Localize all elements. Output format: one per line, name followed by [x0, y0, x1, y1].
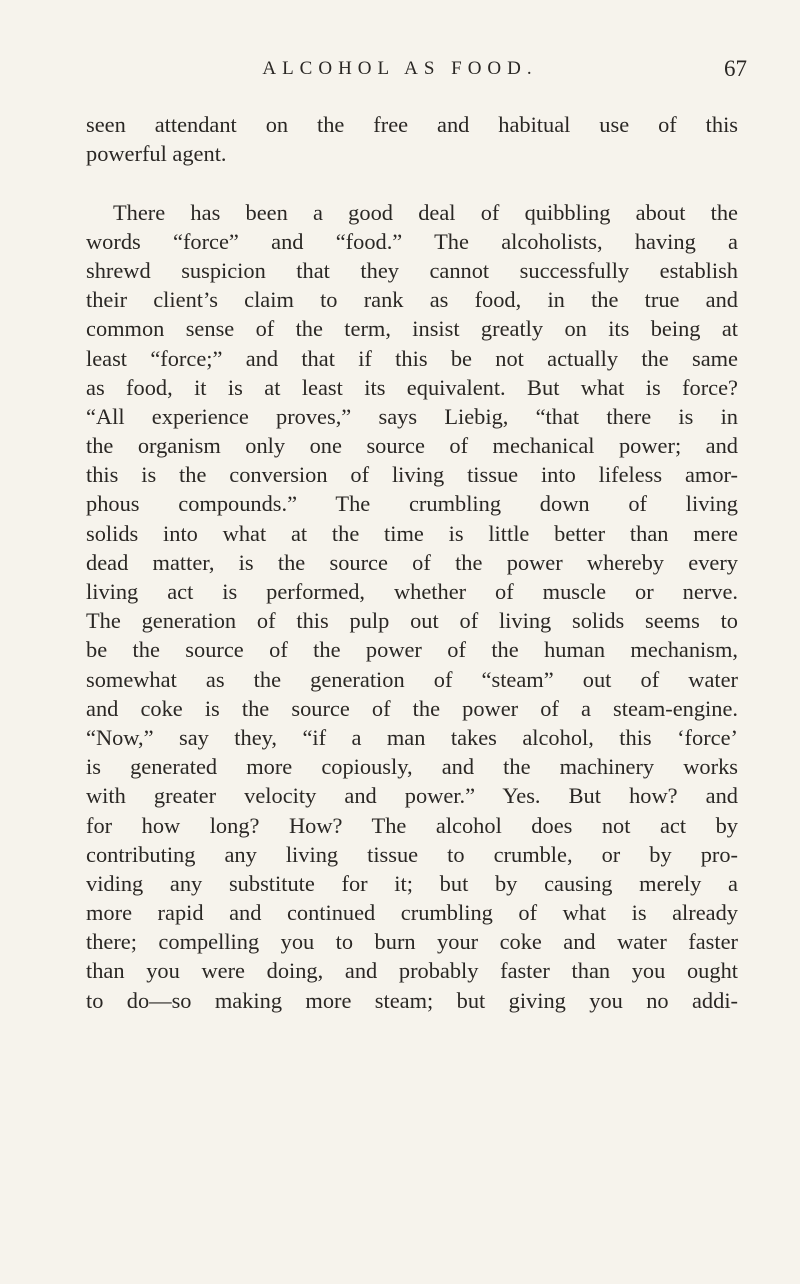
text-line: their client’s claim to rank as food, in the true and [86, 287, 738, 313]
text-line: phous compounds.” The crumbling down of living [86, 491, 738, 517]
text-line: to do—so making more steam; but giving you no addi- [86, 987, 738, 1013]
text-line: be the source of the power of the human mechanism, [86, 637, 738, 663]
paragraph-1 [86, 110, 738, 168]
text-line: “Now,” say they, “if a man takes alcohol, this ‘force’ [86, 724, 738, 750]
text-line: words “force” and “food.” The alcoholists, having a [86, 228, 738, 254]
text-line: and coke is the source of the power of a steam-engine. [86, 695, 738, 721]
text-line: there; compelling you to burn your coke and water faster [86, 929, 738, 955]
text-line: as food, it is at least its equivalent. But what is force? [86, 374, 738, 400]
text-line: is generated more copiously, and the machinery works [86, 754, 738, 780]
text-line: with greater velocity and power.” Yes. But how? and [86, 783, 738, 809]
text-line: for how long? How? The alcohol does not act by [86, 812, 738, 838]
text-line: The generation of this pulp out of living solids seems to [86, 608, 738, 634]
text-line: the organism only one source of mechanical power; and [86, 433, 738, 459]
text-line: more rapid and continued crumbling of what is already [86, 900, 738, 926]
running-head [0, 58, 800, 88]
text-line: this is the conversion of living tissue into lifeless amor- [86, 462, 738, 488]
body-text [86, 110, 738, 1015]
text-line: powerful agent. [86, 141, 227, 167]
paragraph-2 [86, 198, 738, 1015]
text-line: solids into what at the time is little better than mere [86, 520, 738, 546]
text-line: “All experience proves,” says Liebig, “that there is in [86, 403, 738, 429]
page-number: 67 [724, 56, 747, 81]
text-line: There has been a good deal of quibbling about the [113, 199, 738, 225]
running-title: ALCOHOL AS FOOD. [262, 58, 538, 79]
text-line: contributing any living tissue to crumble, or by pro- [86, 841, 738, 867]
text-line: seen attendant on the free and habitual use of this [86, 112, 738, 137]
text-line: viding any substitute for it; but by causing merely a [86, 870, 738, 896]
text-line: dead matter, is the source of the power whereby every [86, 549, 738, 575]
text-line: common sense of the term, insist greatly on its being at [86, 316, 738, 342]
text-line: least “force;” and that if this be not actually the same [86, 345, 738, 371]
text-line: than you were doing, and probably faster than you ought [86, 958, 738, 984]
text-line: somewhat as the generation of “steam” out of water [86, 666, 738, 692]
text-line: living act is performed, whether of muscle or nerve. [86, 579, 738, 604]
text-line: shrewd suspicion that they cannot successfully establish [86, 257, 738, 283]
